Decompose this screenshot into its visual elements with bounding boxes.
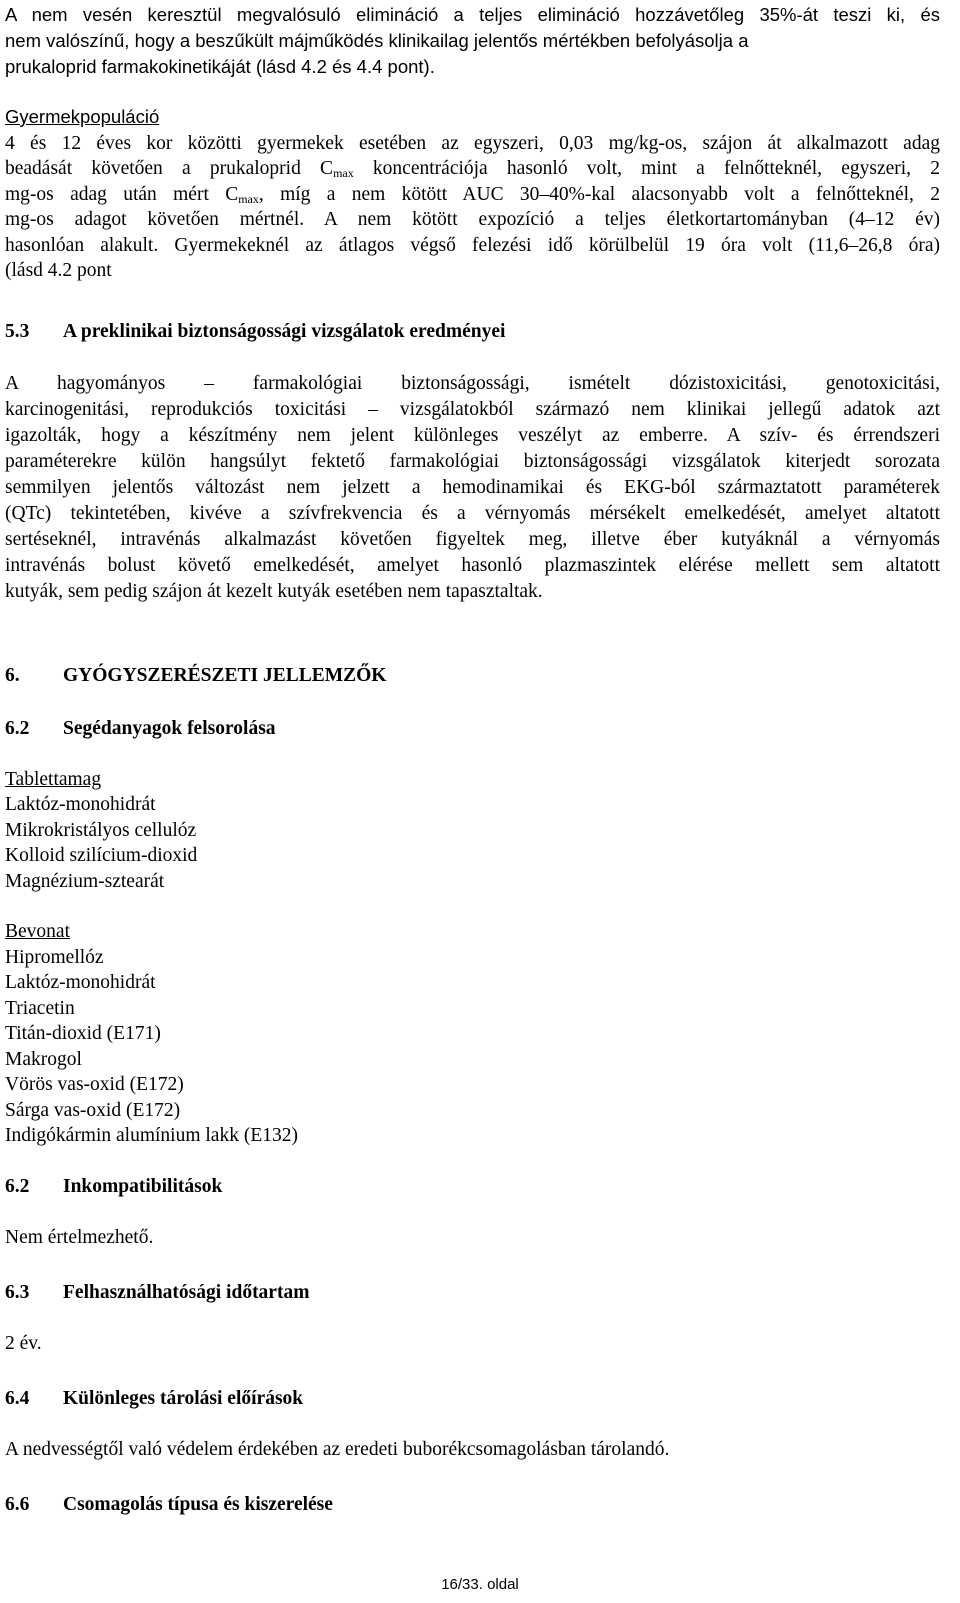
section-5-3-line-5: semmilyen jelentős változást nem jelzett a hemodinamikai és EKG-ból származtatott paraméterek <box>5 476 940 498</box>
section-title: Felhasználhatósági időtartam <box>63 1282 310 1303</box>
section-5-3-line-6: (QTc) tekintetében, kivéve a szívfrekvencia és a vérnyomás mérsékelt emelkedését, amelyet altatott <box>5 502 940 524</box>
section-title: Inkompatibilitások <box>63 1176 223 1197</box>
coating-heading: Bevonat <box>5 921 70 942</box>
section-title: A preklinikai biztonságossági vizsgálatok eredményei <box>63 321 506 342</box>
pediatric-line-5: hasonlóan alakult. Gyermekeknél az átlagos végső felezési idő körülbelül 19 óra volt (11,6–26,8 óra) <box>5 234 940 256</box>
section-number: 6.2 <box>5 1176 30 1197</box>
pediatric-line-1: 4 és 12 éves kor közötti gyermekek esetében az egyszeri, 0,03 mg/kg-os, szájon át alkalmazott adag <box>5 132 940 154</box>
section-number: 6.3 <box>5 1282 30 1303</box>
section-6-4-text: A nedvességtől való védelem érdekében az eredeti buborékcsomagolásban tárolandó. <box>5 1438 670 1460</box>
intro-line-1: A nem vesén keresztül megvalósuló elimináció a teljes elimináció hozzávetőleg 35%-át teszi ki, és <box>5 4 940 25</box>
section-6-4-heading <box>5 1386 940 1412</box>
pediatric-line-6: (lásd 4.2 pont <box>5 260 112 281</box>
section-number: 6.2 <box>5 718 30 739</box>
section-5-3-heading <box>5 319 940 345</box>
section-6-2-excipients <box>5 716 940 1149</box>
section-number: 6. <box>5 665 20 686</box>
section-title: Segédanyagok felsorolása <box>63 718 276 739</box>
pediatric-line-3: mg-os adag után mért $C_{max}$, míg a nem kötött AUC 30–40%-kal alacsonyabb volt a felnőtteknél, 2 <box>5 183 940 206</box>
coating-item: Titán-dioxid (E171) <box>5 1023 161 1044</box>
core-item: Mikrokristályos cellulóz <box>5 819 197 841</box>
section-6-6-heading <box>5 1492 333 1518</box>
section-6-heading <box>5 663 386 689</box>
section-6-3 <box>5 1280 940 1356</box>
section-6-3-text: 2 év. <box>5 1332 42 1354</box>
subscript-max: max <box>333 166 354 180</box>
core-item: Laktóz-monohidrát <box>5 794 156 815</box>
intro-paragraph <box>5 2 940 80</box>
coating-item: Sárga vas-oxid (E172) <box>5 1099 181 1121</box>
pediatric-heading: Gyermekpopuláció <box>5 106 160 127</box>
section-5-3 <box>5 319 940 605</box>
pediatric-line-2: beadását követően a prukaloprid $C_{max}$ koncentrációja hasonló volt, mint a felnőtteknél, egyszeri, 2 <box>5 158 940 180</box>
core-item: Magnézium-sztearát <box>5 870 165 892</box>
coating-item: Laktóz-monohidrát <box>5 972 156 993</box>
section-title: GYÓGYSZERÉSZETI JELLEMZŐK <box>63 665 387 686</box>
section-5-3-line-8: intravénás bolust követő emelkedését, amelyet hasonló plazmaszintek elérése mellett sem altatott <box>5 554 940 576</box>
section-number: 6.4 <box>5 1388 30 1409</box>
section-number: 5.3 <box>5 321 30 342</box>
coating-item: Vörös vas-oxid (E172) <box>5 1074 184 1095</box>
section-title: Csomagolás típusa és kiszerelése <box>63 1494 333 1515</box>
section-5-3-line-3: igazolták, hogy a készítmény nem jelent különleges veszélyt az emberre. A szív- és érrendszeri <box>5 424 940 446</box>
coating-item: Triacetin <box>5 997 75 1019</box>
subscript-max-2: max <box>238 191 259 206</box>
coating-item: Makrogol <box>5 1048 82 1070</box>
section-6-2-incompat <box>5 1174 940 1250</box>
coating-item: Indigókármin alumínium lakk (E132) <box>5 1125 298 1146</box>
section-6-2b-text: Nem értelmezhető. <box>5 1226 154 1248</box>
section-5-3-line-7: sertéseknél, intravénás alkalmazást követően figyeltek meg, illetve éber kutyáknál a vérnyomás <box>5 528 940 550</box>
intro-line-2: nem valószínű, hogy a beszűkült májműködés klinikailag jelentős mértékben befolyásolja a <box>5 30 749 51</box>
section-5-3-line-2: karcinogenitási, reprodukciós toxicitási – vizsgálatokból származó nem klinikai jellegű adatok azt <box>5 398 940 420</box>
section-5-3-line-9: kutyák, sem pedig szájon át kezelt kutyák esetében nem tapasztaltak. <box>5 580 543 602</box>
pediatric-section <box>5 104 940 284</box>
section-6-2b-heading <box>5 1174 940 1200</box>
section-6-3-heading <box>5 1280 940 1306</box>
section-number: 6.6 <box>5 1494 30 1515</box>
section-6-2-heading <box>5 716 940 742</box>
section-title: Különleges tárolási előírások <box>63 1388 304 1409</box>
page-number-footer: 16/33. oldal <box>441 1576 519 1593</box>
section-6-4 <box>5 1386 940 1462</box>
intro-line-3: prukaloprid farmakokinetikáját (lásd 4.2 és 4.4 pont). <box>5 56 435 77</box>
pediatric-line-4: mg-os adagot követően mértnél. A nem kötött expozíció a teljes életkortartományban (4–12 év) <box>5 209 940 230</box>
section-5-3-line-1: A hagyományos – farmakológiai biztonságossági, ismételt dózistoxicitási, genotoxicitási, <box>5 372 940 394</box>
core-item: Kolloid szilícium-dioxid <box>5 845 198 866</box>
tablet-core-heading: Tablettamag <box>5 768 102 790</box>
coating-item: Hipromellóz <box>5 946 104 968</box>
section-5-3-line-4: paraméterekre külön hangsúlyt fektető farmakológiai biztonságossági vizsgálatok kiterjedt sorozata <box>5 450 940 472</box>
